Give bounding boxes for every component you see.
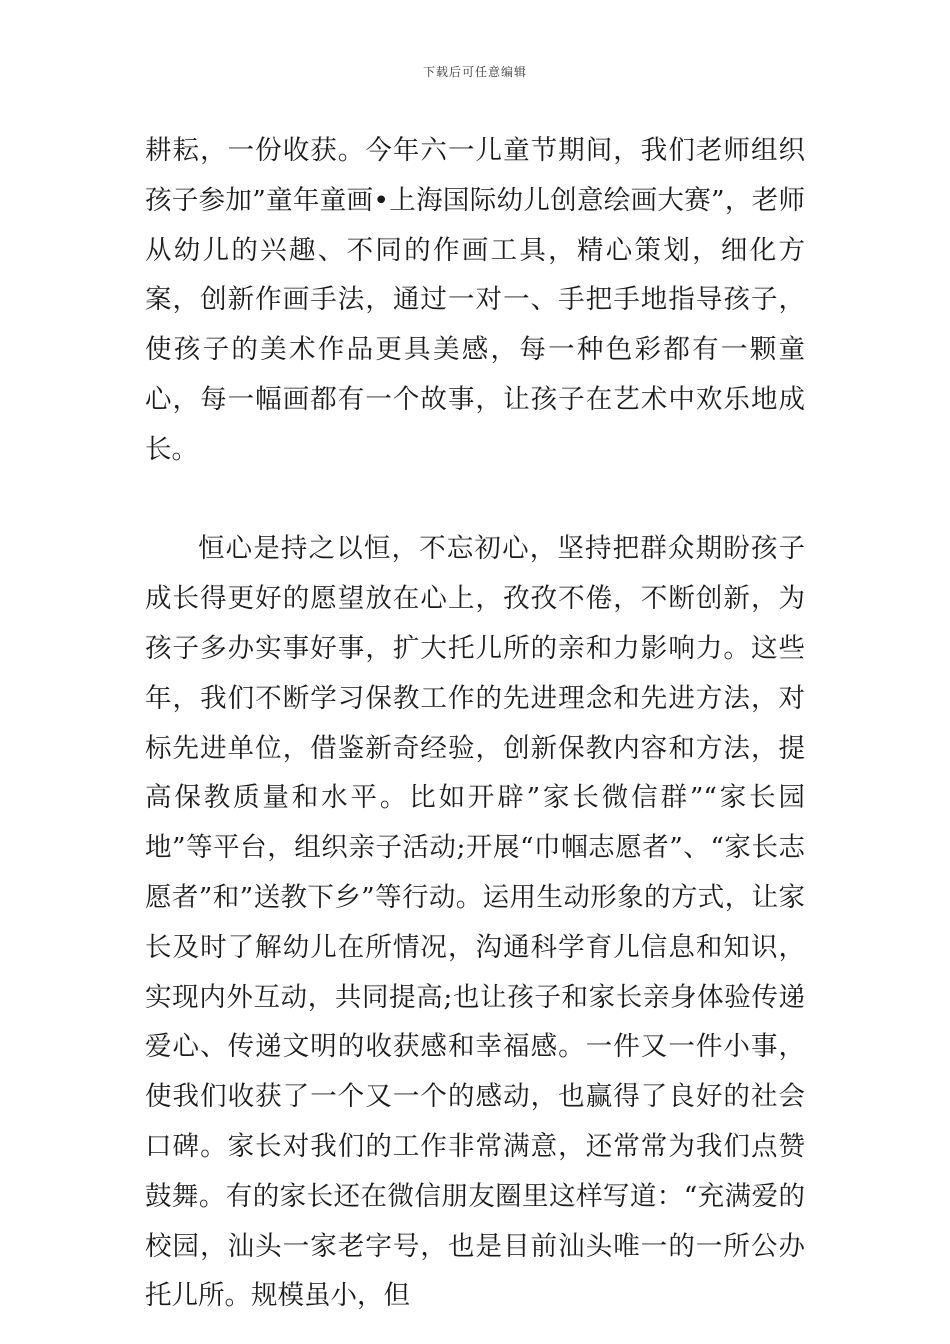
page-header: 下载后可任意编辑 bbox=[422, 65, 527, 79]
paragraph-perseverance: 恒心是持之以恒，不忘初心，坚持把群众期盼孩子成长得更好的愿望放在心上，孜孜不倦，不断创新，为孩子多办实事好事，扩大托儿所的亲和力影响力。这些年，我们不断学习保教工作的先进理念和先进方法，对标先进单位，借鉴新奇经验，创新保教内容和方法，提高保教质量和水平。比如开辟”家长微信群”“家长园地”等平台，组织亲子活动;开展“巾帼志愿者”、“家长志愿者”和”送教下乡”等行动。运用生动形象的方式，让家长及时了解幼儿在所情况，沟通科学育儿信息和知识，实现内外互动，共同提高;也让孩子和家长亲身体验传递爱心、传递文明的收获感和幸福感。一件又一件小事，使我们收获了一个又一个的感动，也赢得了良好的社会口碑。家长对我们的工作非常满意，还常常为我们点赞鼓舞。有的家长还在微信朋友圈里这样写道：“充满爱的校园，汕头一家老字号，也是目前汕头唯一的一所公办托儿所。规模虽小，但 bbox=[145, 533, 805, 1312]
paragraph-continuation: 耕耘，一份收获。今年六一儿童节期间，我们老师组织孩子参加”童年童画•上海国际幼儿创意绘画大赛”，老师从幼儿的兴趣、不同的作画工具，精心策划，细化方案，创新作画手法，通过一对一、手把手地指导孩子，使孩子的美术作品更具美感，每一种色彩都有一颗童心，每一幅画都有一个故事，让孩子在艺术中欢乐地成长。 bbox=[145, 135, 805, 465]
document-body bbox=[145, 126, 805, 1321]
